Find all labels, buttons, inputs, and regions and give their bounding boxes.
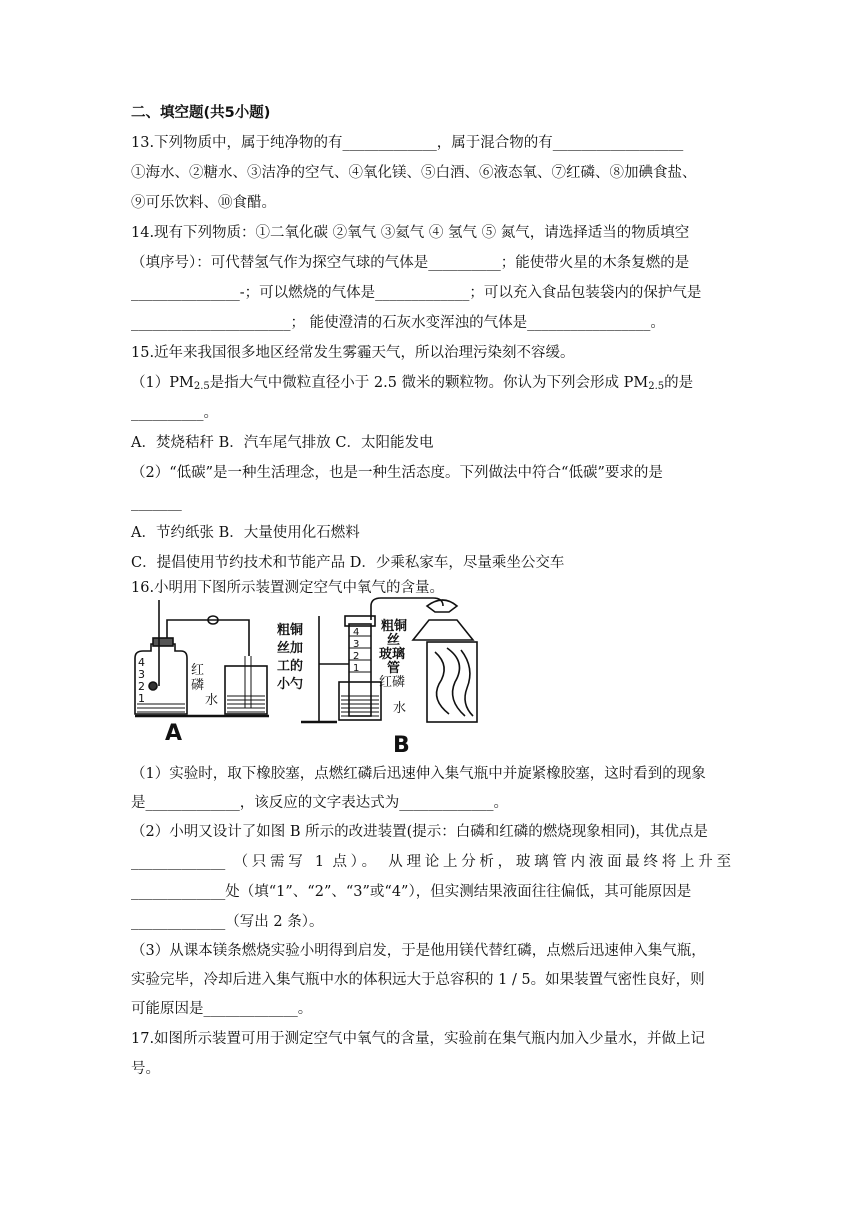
q16-part2-line-4: _____________（写出 2 条）。 bbox=[131, 914, 324, 930]
scale-b-4: 4 bbox=[353, 627, 360, 638]
q15-part1-c: 的是 bbox=[664, 375, 694, 391]
q13-line-1: 13.下列物质中，属于纯净物的有_____________，属于混合物的有__________________ bbox=[131, 135, 684, 151]
scale-b-3: 3 bbox=[353, 639, 360, 650]
q15-line-3: __________。 bbox=[131, 405, 218, 421]
label-a: A bbox=[165, 721, 183, 746]
scale-a-1: 1 bbox=[138, 692, 145, 705]
label-b-left-4: 小勺 bbox=[277, 677, 304, 692]
q16-part2-line-1: （2）小明又设计了如图 B 所示的改进装置(提示：白磷和红磷的燃烧现象相同)，其优点是 bbox=[131, 824, 708, 840]
q15-part1-a: （1）PM bbox=[131, 375, 194, 391]
beaker-a bbox=[225, 666, 267, 714]
q16-part2-line-3: _____________处（填“1”、“2”、“3”或“4”），但实测结果液面往往偏低，其可能原因是 bbox=[131, 884, 692, 900]
label-b-tube-2: 管 bbox=[387, 661, 401, 676]
q13-line-3: ⑨可乐饮料、⑩食醋。 bbox=[131, 195, 276, 211]
q16-part3-line-2: 实验完毕，冷却后进入集气瓶中水的体积远大于总容积的 1 / 5。如果装置气密性良好，则 bbox=[131, 972, 705, 988]
label-a-phosphorus-1: 红 bbox=[191, 663, 205, 678]
label-b-right-1: 粗铜 bbox=[381, 619, 408, 634]
q16-part3-line-1: （3）从课本镁条燃烧实验小明得到启发，于是他用镁代替红磷，点燃后迅速伸入集气瓶， bbox=[131, 943, 706, 959]
pm-subscript: 2.5 bbox=[193, 381, 210, 392]
apparatus-figure bbox=[131, 596, 501, 756]
alcohol-lamp-body bbox=[413, 620, 473, 640]
label-b-left-1: 粗铜 bbox=[277, 623, 304, 638]
label-a-phosphorus-2: 磷 bbox=[191, 678, 205, 693]
water-lines-b bbox=[341, 636, 379, 716]
q16-part1-line-2: 是_____________，该反应的文字表达式为_____________。 bbox=[131, 795, 508, 811]
q15-part2-line: （2）“低碳”是一种生活理念，也是一种生活态度。下列做法中符合“低碳”要求的是 bbox=[131, 465, 663, 481]
label-b-left-2: 丝加 bbox=[277, 641, 304, 656]
q14-line-4: ______________________； 能使澄清的石灰水变浑浊的气体是_________________。 bbox=[131, 315, 665, 331]
q16-part1-line-1: （1）实验时，取下橡胶塞，点燃红磷后迅速伸入集气瓶中并旋紧橡胶塞，这时看到的现象 bbox=[131, 766, 706, 782]
label-b-phosphorus: 红磷 bbox=[379, 675, 406, 690]
scale-a-2: 2 bbox=[138, 680, 145, 693]
label-b: B bbox=[393, 733, 410, 756]
q17-line-2: 号。 bbox=[131, 1061, 160, 1077]
q15-options-1: A．焚烧秸秆 B．汽车尾气排放 C．太阳能发电 bbox=[131, 435, 434, 451]
pm-subscript-2: 2.5 bbox=[648, 381, 665, 392]
q14-line-2: （填序号）：可代替氢气作为探空气球的气体是__________；能使带火星的木条复燃的是 bbox=[131, 255, 690, 271]
phosphorus-spoon-a bbox=[149, 682, 157, 690]
label-b-left-3: 工的 bbox=[277, 659, 304, 674]
stopper-a bbox=[153, 638, 173, 646]
beaker-b bbox=[339, 682, 381, 720]
q16-part2-line-2: _____________ （只需写 1 点）。 从理论上分析，玻璃管内液面最终将上升至 bbox=[131, 854, 731, 870]
scale-b-2: 2 bbox=[353, 651, 360, 662]
section-title: 二、填空题(共5小题) bbox=[131, 105, 271, 121]
q14-line-1: 14.现有下列物质：①二氧化碳 ②氧气 ③氦气 ④ 氢气 ⑤ 氮气，请选择适当的物质填空 bbox=[131, 225, 690, 241]
q14-line-3: _______________-；可以燃烧的气体是_____________；可以充入食品包装袋内的保护气是 bbox=[131, 285, 702, 301]
q15-options-2b: C．提倡使用节约技术和节能产品 D．少乘私家车，尽量乘坐公交车 bbox=[131, 555, 565, 571]
scale-a-3: 3 bbox=[138, 668, 145, 681]
q16-part3-line-3: 可能原因是_____________。 bbox=[131, 1001, 313, 1017]
scale-a-4: 4 bbox=[138, 656, 145, 669]
q15-options-2a: A．节约纸张 B．大量使用化石燃料 bbox=[131, 525, 360, 541]
q15-line-6: _______ bbox=[131, 495, 182, 511]
q13-line-2: ①海水、②糖水、③洁净的空气、④氧化镁、⑤白酒、⑥液态氧、⑦红磷、⑧加碘食盐、 bbox=[131, 165, 697, 181]
scale-b-1: 1 bbox=[353, 663, 360, 674]
label-b-tube-1: 玻璃 bbox=[379, 647, 406, 662]
q16-line-1: 16.小明用下图所示装置测定空气中氧气的含量。 bbox=[131, 580, 445, 596]
q17-line-1: 17.如图所示装置可用于测定空气中氧气的含量，实验前在集气瓶内加入少量水，并做上记 bbox=[131, 1031, 706, 1047]
q15-part1-line bbox=[131, 373, 731, 393]
q15-line-1: 15.近年来我国很多地区经常发生雾霾天气，所以治理污染刻不容缓。 bbox=[131, 345, 575, 361]
label-b-right-2: 丝 bbox=[387, 633, 401, 648]
wood-grain bbox=[435, 648, 473, 716]
label-b-water: 水 bbox=[393, 701, 407, 716]
q15-part1-b: 是指大气中微粒直径小于 2.5 微米的颗粒物。你认为下列会形成 PM bbox=[209, 375, 649, 391]
label-a-water: 水 bbox=[205, 693, 219, 708]
